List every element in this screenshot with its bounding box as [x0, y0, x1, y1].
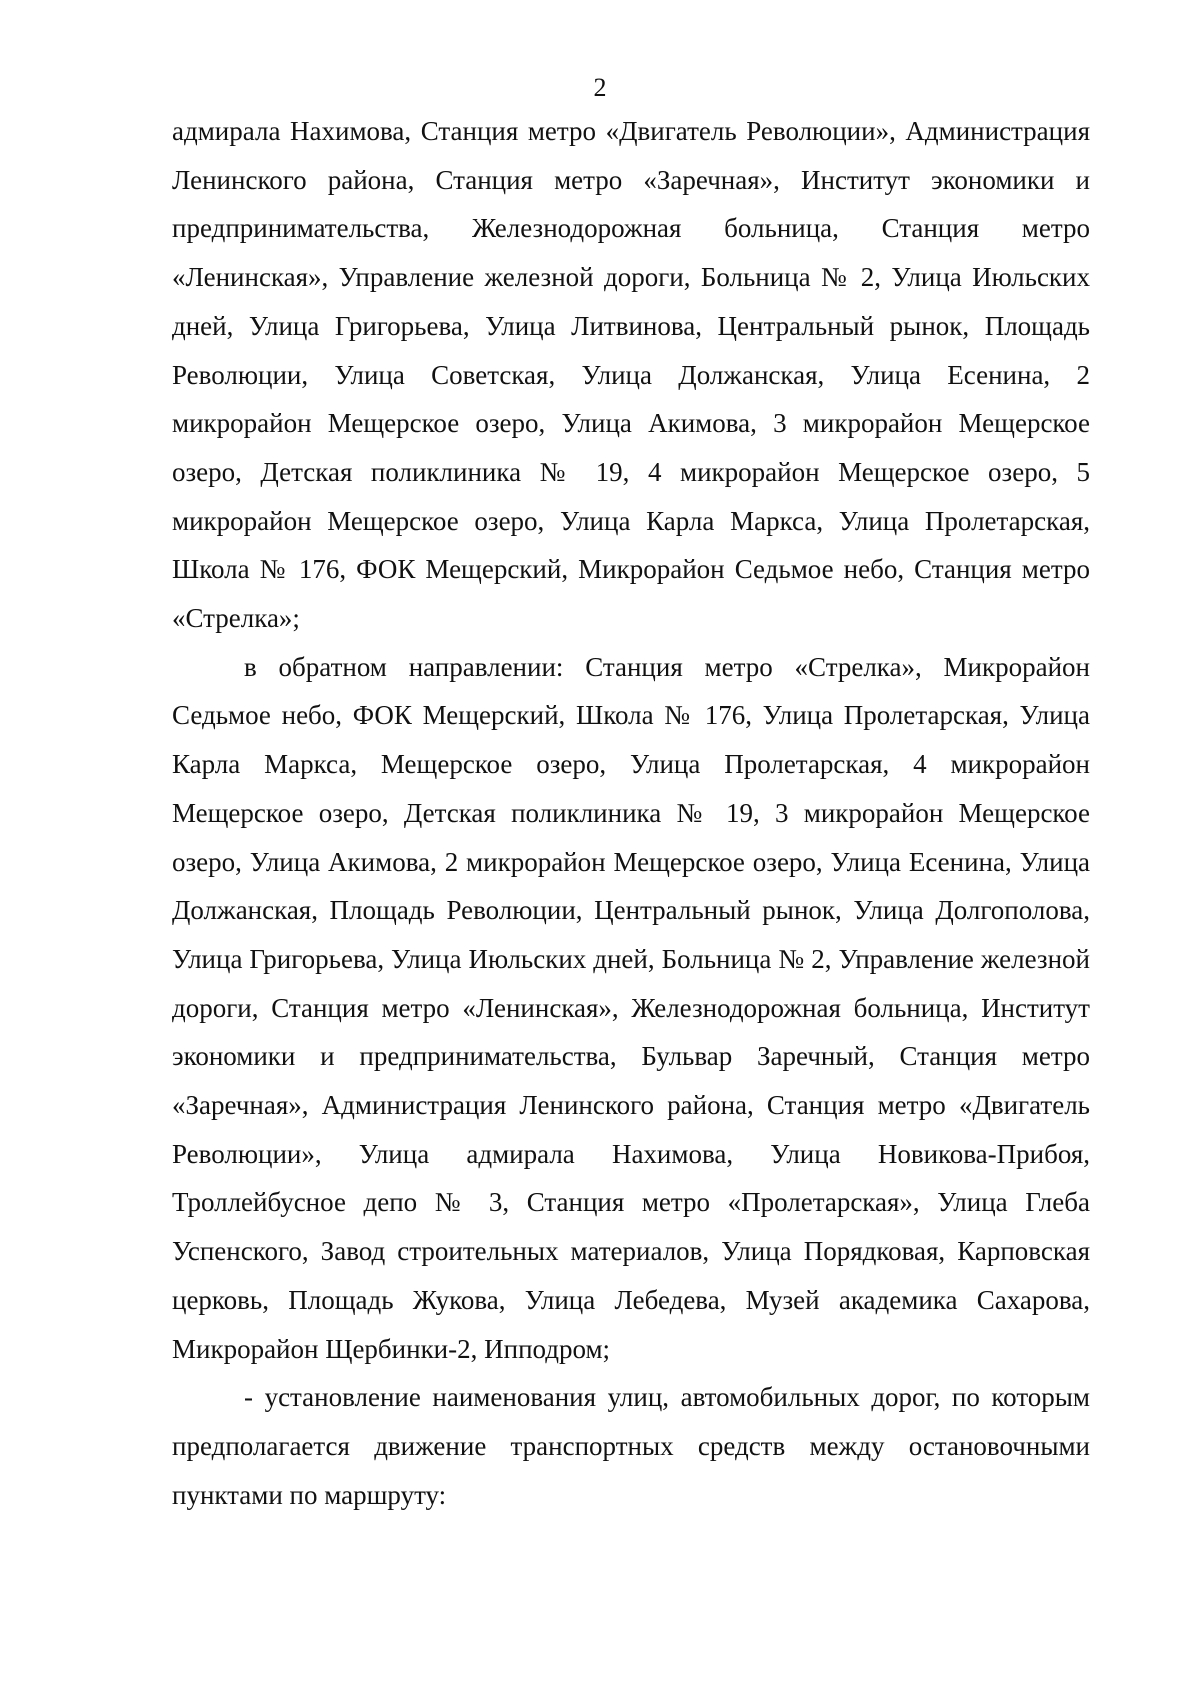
page-number: 2 [593, 73, 607, 102]
document-body [172, 107, 1090, 1519]
street-names-paragraph: - установление наименования улиц, автомобильных дорог, по которым предполагается движение транспортных средств между остановочными пунктами по маршруту: [172, 1382, 1090, 1510]
route-reverse-paragraph: в обратном направлении: Станция метро «Стрелка», Микрорайон Седьмое небо, ФОК Мещерский, Школа № 176, Улица Пролетарская, Улица Карла Маркса, Мещерское озеро, Улица Пролетарская, 4 микрорайон Мещерское озеро, Детская поликлиника № 19, 3 микрорайон Мещерское озеро, Улица Акимова, 2 микрорайон Мещерское озеро, Улица Есенина, Улица Должанская, Площадь Революции, Центральный рынок, Улица Долгополова, Улица Григорьева, Улица Июльских дней, Больница № 2, Управление железной дороги, Станция метро «Ленинская», Железнодорожная больница, Институт экономики и предпринимательства, Бульвар Заречный, Станция метро «Заречная», Администрация Ленинского района, Станция метро «Двигатель Революции», Улица адмирала Нахимова, Улица Новикова-Прибоя, Троллейбусное депо № 3, Станция метро «Пролетарская», Улица Глеба Успенского, Завод строительных материалов, Улица Порядковая, Карповская церковь, Площадь Жукова, Улица Лебедева, Музей академика Сахарова, Микрорайон Щербинки-2, Ипподром; [172, 651, 1090, 1364]
route-forward-paragraph: адмирала Нахимова, Станция метро «Двигатель Революции», Администрация Ленинского района, Станция метро «Заречная», Институт экономики и предпринимательства, Железнодорожная больница, Станция метро «Ленинская», Управление железной дороги, Больница № 2, Улица Июльских дней, Улица Григорьева, Улица Литвинова, Центральный рынок, Площадь Революции, Улица Советская, Улица Должанская, Улица Есенина, 2 микрорайон Мещерское озеро, Улица Акимова, 3 микрорайон Мещерское озеро, Детская поликлиника № 19, 4 микрорайон Мещерское озеро, 5 микрорайон Мещерское озеро, Улица Карла Маркса, Улица Пролетарская, Школа № 176, ФОК Мещерский, Микрорайон Седьмое небо, Станция метро «Стрелка»; [172, 116, 1090, 634]
